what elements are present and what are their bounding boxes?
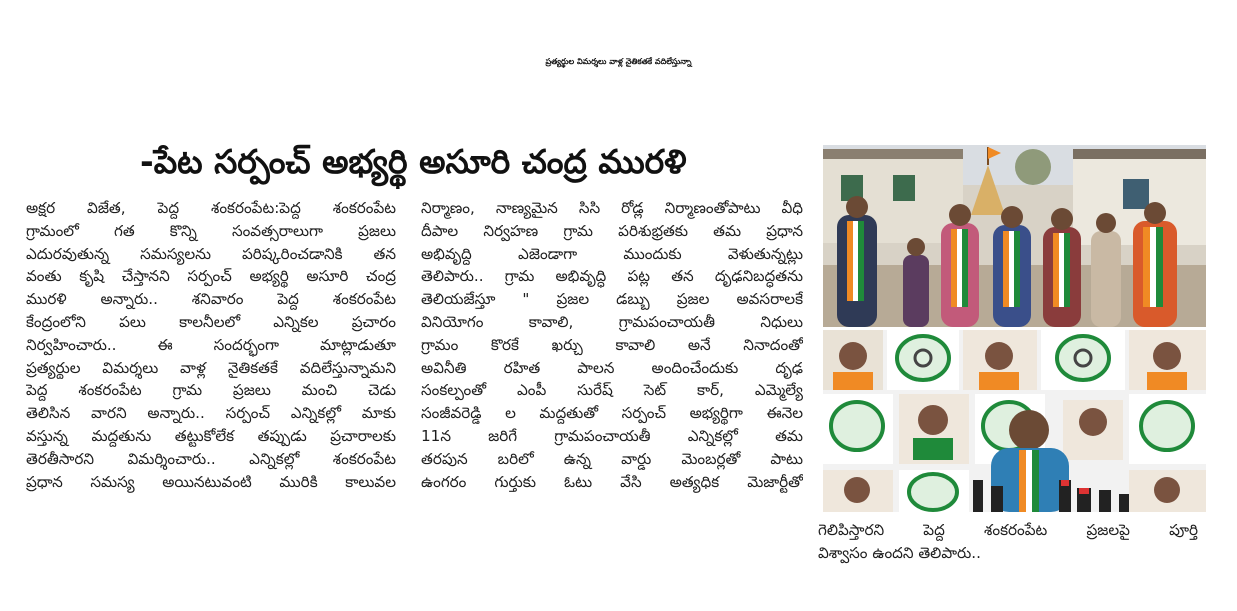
column-2-line: తరపున బరిలో ఉన్న వార్డు మెంబర్లతో పాటు bbox=[421, 449, 803, 468]
column-1-line: ప్రత్యర్థుల విమర్శలు వాళ్ల నైతికతకే వదిలేస్తున్నామని bbox=[26, 358, 396, 377]
column-1-line: తెలిసిన వారని అన్నారు.. సర్పంచ్ ఎన్నికల్లో మాకు bbox=[26, 404, 396, 423]
caption-line: విశ్వాసం ఉందని తెలిపారు.. bbox=[818, 543, 981, 562]
column-2-line: సంకల్పంతో ఎంపీ సురేష్ సెట్ కార్, ఎమ్మెల్యే bbox=[421, 381, 803, 400]
column-2-line: సంజీవరెడ్డి ల మద్దతుతో సర్పంచ్ అభ్యర్థిగా ఈనెల bbox=[421, 404, 803, 423]
column-1-line: ఎదురవుతున్న సమస్యలను పరిష్కరించడానికి తన bbox=[26, 244, 396, 263]
press-meet-photo bbox=[823, 330, 1206, 512]
column-1-line: ప్రధాన సమస్య అయినటువంటి మురికి కాలువల bbox=[26, 472, 396, 491]
column-2-line: 11న జరిగే గ్రామపంచాయతీ ఎన్నికల్లో తమ bbox=[421, 426, 803, 445]
article-column-2 bbox=[421, 197, 803, 493]
column-1-line: తెరతీసారని విమర్శించారు.. ఎన్నికల్లో శంకరంపేట bbox=[26, 449, 396, 468]
article-column-1 bbox=[26, 197, 396, 493]
column-2-line: తెలియజేస్తూ " ప్రజల డబ్బు ప్రజల అవసరాలకే bbox=[421, 290, 803, 309]
column-2-line: తెలిపారు.. గ్రామ అభివృద్ధి పట్ల తన దృఢనిబద్ధతను bbox=[421, 267, 803, 286]
column-2-line: నిర్మాణం, నాణ్యమైన సిసి రోడ్ల నిర్మాణంతోపాటు వీధి bbox=[421, 199, 803, 217]
article-subheadline: -పేట సర్పంచ్ అభ్యర్థి అసూరి చంద్ర మురళి bbox=[140, 142, 687, 181]
column-2-line: అభివృద్ధి ఎజెండాగా ముందుకు వెళుతున్నట్లు bbox=[421, 244, 803, 263]
column-2-line: దీపాల నిర్వహణ గ్రామ పరిశుభ్రతకు తమ ప్రధాన bbox=[421, 221, 803, 240]
column-2-line: వినియోగం కావాలి, గ్రామపంచాయతీ నిధులు bbox=[421, 312, 803, 331]
column-1-line: గ్రామంలో గత కొన్ని సంవత్సరాలుగా ప్రజలు bbox=[26, 221, 396, 240]
column-1-line: కేంద్రంలోని పలు కాలనీలలో ఎన్నికల ప్రచారం bbox=[26, 312, 396, 331]
article-headline: ప్రత్యర్థుల విమర్శలు వాళ్ల నైతికతకే వదిలేస్తున్నా bbox=[545, 57, 692, 66]
column-1-line: అక్షర విజేత, పెద్ద శంకరంపేట:పెద్ద శంకరంపేట bbox=[26, 199, 396, 217]
column-2-line: గ్రామం కొరకే ఖర్చు కావాలి అనే నినాదంతో bbox=[421, 335, 803, 354]
column-1-line: వస్తున్న మద్దతును తట్టుకోలేక తప్పుడు ప్రచారాలకు bbox=[26, 426, 396, 445]
column-1-line: వంతు కృషి చేస్తానని సర్పంచ్ అభ్యర్థి అసూరి చంద్ర bbox=[26, 267, 396, 286]
campaign-group-photo bbox=[823, 145, 1206, 327]
column-1-line: నిర్వహించారు.. ఈ సందర్భంగా మాట్లాడుతూ bbox=[26, 335, 396, 354]
caption-line: గెలిపిస్తారని పెద్ద శంకరంపేట ప్రజలపై పూర్తి bbox=[818, 521, 1198, 539]
column-2-line: ఉంగరం గుర్తుకు ఓటు వేసి అత్యధిక మెజార్టీతో bbox=[421, 472, 803, 491]
column-1-line: మురళి అన్నారు.. శనివారం పెద్ద శంకరంపేట bbox=[26, 290, 396, 309]
column-2-line: అవినీతి రహిత పాలన అందించేందుకు దృఢ bbox=[421, 358, 803, 377]
column-1-line: పెద్ద శంకరంపేట గ్రామ ప్రజలు మంచి చెడు bbox=[26, 381, 396, 400]
photo-caption bbox=[818, 519, 1198, 565]
